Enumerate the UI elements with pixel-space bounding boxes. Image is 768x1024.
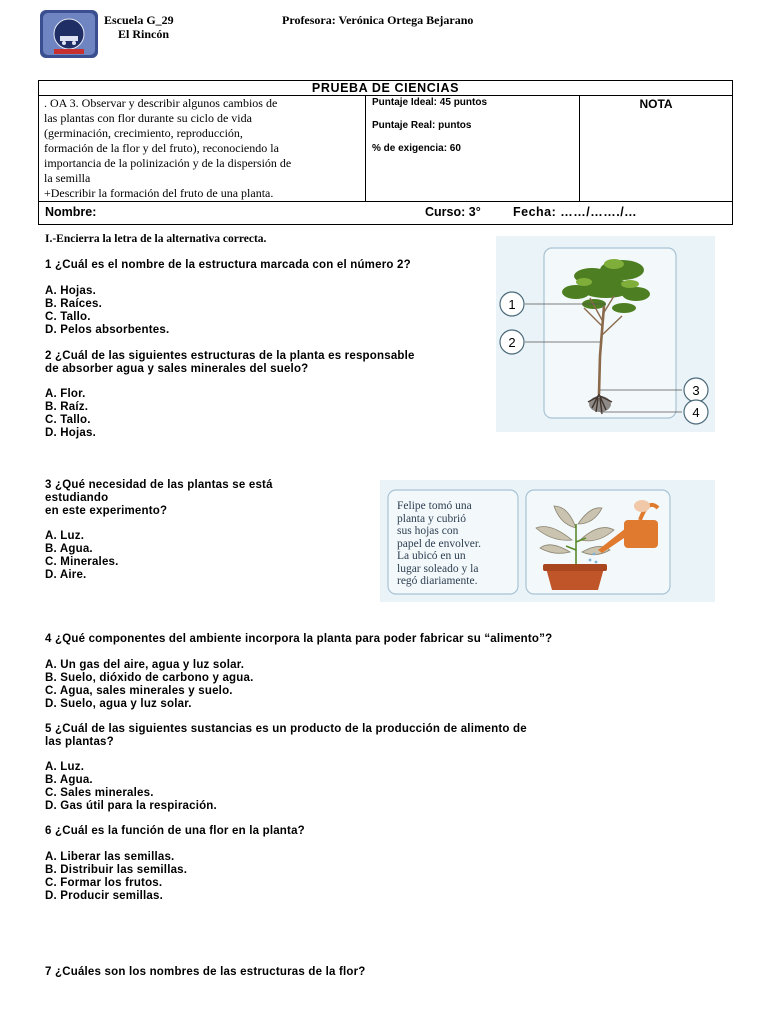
exam-title: PRUEBA DE CIENCIAS <box>39 81 733 96</box>
option-a[interactable]: A. Luz. <box>45 761 85 773</box>
question-2 <box>45 350 415 376</box>
question-2-line: de absorber agua y sales minerales del suelo? <box>45 363 309 375</box>
option-c[interactable]: C. Minerales. <box>45 556 119 568</box>
question-2-line: 2 ¿Cuál de las siguientes estructuras de la planta es responsable <box>45 350 415 362</box>
option-a[interactable]: A. Luz. <box>45 530 85 542</box>
objective-line: importancia de la polinización y de la dispersión de <box>44 156 292 170</box>
question-3-line: estudiando <box>45 492 109 504</box>
objective-line: +Describir la formación del fruto de una planta. <box>44 186 274 200</box>
question-6-options <box>45 851 187 903</box>
description-line: planta y cubrió <box>397 512 466 525</box>
description-line: sus hojas con <box>397 525 459 537</box>
score-info <box>366 96 580 202</box>
question-2-options <box>45 388 96 440</box>
experiment-figure <box>380 480 715 602</box>
option-b[interactable]: B. Suelo, dióxido de carbono y agua. <box>45 672 254 684</box>
label-1: 1 <box>508 297 516 312</box>
option-a[interactable]: A. Liberar las semillas. <box>45 851 175 863</box>
question-4: 4 ¿Qué componentes del ambiente incorpora la planta para poder fabricar su “alimento”? <box>45 633 553 645</box>
option-a[interactable]: A. Hojas. <box>45 285 97 297</box>
option-a[interactable]: A. Un gas del aire, agua y luz solar. <box>45 659 245 671</box>
school-logo <box>40 10 98 58</box>
objective-line: (germinación, crecimiento, reproducción, <box>44 126 243 140</box>
question-4-options <box>45 659 253 711</box>
course-label: Curso: 3° <box>425 205 481 219</box>
option-b[interactable]: B. Agua. <box>45 774 93 786</box>
option-d[interactable]: D. Aire. <box>45 569 87 581</box>
date-field[interactable]: Fecha: ……/……./… <box>513 205 638 219</box>
school-name-line1: Escuela G_29 <box>104 13 174 27</box>
real-score: Puntaje Real: puntos <box>372 120 472 131</box>
school-name-line2: El Rincón <box>118 27 170 41</box>
description-line: lugar soleado y la <box>397 562 479 575</box>
option-c[interactable]: C. Formar los frutos. <box>45 877 163 889</box>
description-line: regó diariamente. <box>397 575 478 587</box>
objective-line: las plantas con flor durante su ciclo de vida <box>44 111 252 125</box>
question-5 <box>45 723 527 749</box>
option-c[interactable]: C. Tallo. <box>45 311 91 323</box>
grade-box <box>580 96 733 202</box>
option-d[interactable]: D. Pelos absorbentes. <box>45 324 170 336</box>
student-info-row <box>39 202 733 225</box>
option-a[interactable]: A. Flor. <box>45 388 86 400</box>
question-5-line: 5 ¿Cuál de las siguientes sustancias es un producto de la producción de alimento de <box>45 723 527 735</box>
label-4: 4 <box>692 405 700 420</box>
question-7: 7 ¿Cuáles son los nombres de las estructuras de la flor? <box>45 966 366 978</box>
exam-info-table <box>38 80 733 225</box>
ideal-score: Puntaje Ideal: 45 puntos <box>372 97 488 108</box>
learning-objective <box>39 96 366 202</box>
option-d[interactable]: D. Producir semillas. <box>45 890 163 902</box>
question-1-options <box>45 285 169 337</box>
description-line: papel de envolver. <box>397 537 481 550</box>
question-5-line: las plantas? <box>45 736 114 748</box>
objective-line: la semilla <box>44 171 91 185</box>
option-c[interactable]: C. Agua, sales minerales y suelo. <box>45 685 233 697</box>
option-d[interactable]: D. Gas útil para la respiración. <box>45 800 217 812</box>
option-b[interactable]: B. Raíz. <box>45 401 89 413</box>
option-b[interactable]: B. Agua. <box>45 543 93 555</box>
label-3: 3 <box>692 383 700 398</box>
option-d[interactable]: D. Suelo, agua y luz solar. <box>45 698 192 710</box>
school-name <box>104 13 174 41</box>
grade-label: NOTA <box>639 97 673 111</box>
description-line: Felipe tomó una <box>397 500 472 512</box>
objective-line: . OA 3. Observar y describir algunos cambios de <box>44 96 278 110</box>
experiment-description <box>397 500 481 588</box>
objective-line: formación de la flor y del fruto), reconociendo la <box>44 141 279 155</box>
name-field[interactable]: Nombre: <box>45 205 97 219</box>
option-d[interactable]: D. Hojas. <box>45 427 97 439</box>
section-title: I.-Encierra la letra de la alternativa correcta. <box>45 233 267 245</box>
question-5-options <box>45 761 217 813</box>
question-3 <box>45 479 273 518</box>
option-b[interactable]: B. Raíces. <box>45 298 102 310</box>
plant-structure-figure <box>496 236 715 432</box>
option-b[interactable]: B. Distribuir las semillas. <box>45 864 188 876</box>
question-1: 1 ¿Cuál es el nombre de la estructura marcada con el número 2? <box>45 259 411 271</box>
teacher-name: Profesora: Verónica Ortega Bejarano <box>282 13 474 27</box>
question-6: 6 ¿Cuál es la función de una flor en la planta? <box>45 825 305 837</box>
question-3-line: en este experimento? <box>45 505 168 517</box>
option-c[interactable]: C. Tallo. <box>45 414 91 426</box>
option-c[interactable]: C. Sales minerales. <box>45 787 154 799</box>
exigency: % de exigencia: 60 <box>372 143 461 154</box>
description-line: La ubicó en un <box>397 550 466 562</box>
question-3-options <box>45 530 119 582</box>
question-3-line: 3 ¿Qué necesidad de las plantas se está <box>45 479 273 491</box>
label-2: 2 <box>508 335 516 350</box>
